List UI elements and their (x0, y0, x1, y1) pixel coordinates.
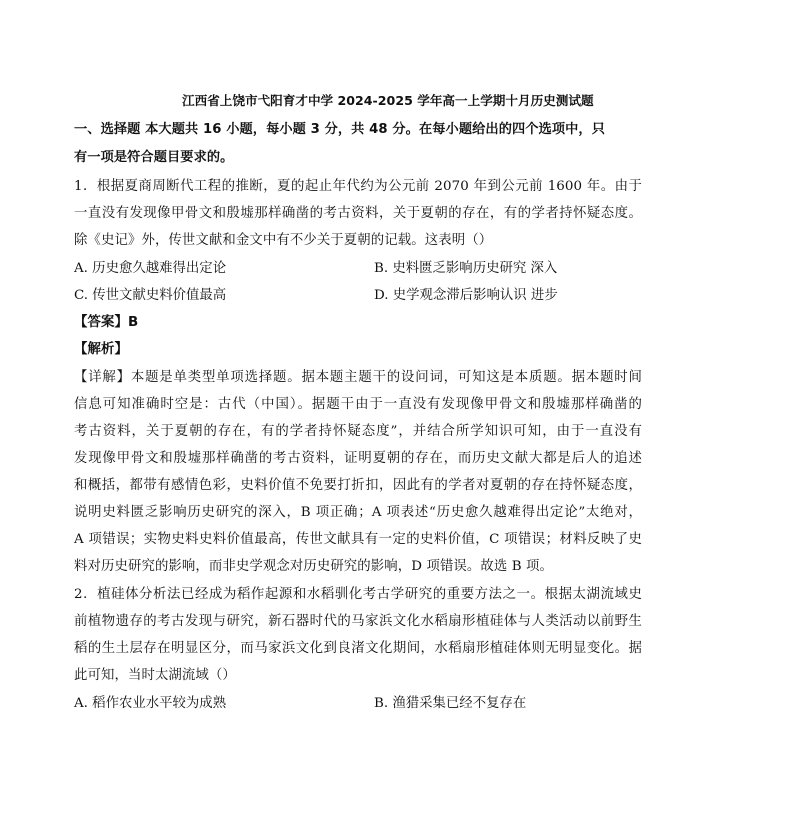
q1-detail-line-3: 考古资料，关于夏朝的存在，有的学者持怀疑态度”，并结合所学知识可知，由于一直没有 (74, 424, 642, 439)
q1-detail-line-1: 【详解】本题是单类型单项选择题。据本题主题干的设问词，可知这是本质题。据本题时间 (74, 370, 642, 385)
q1-detail-line-4: 发现像甲骨文和殷墟那样确凿的考古资料，证明夏朝的存在，而历史文献大都是后人的追述 (74, 451, 642, 466)
q1-detail-line-6: 说明史料匮乏影响历史研究的深入，B 项正确；A 项表述“历史愈久越难得出定论”太绝对， (74, 505, 642, 520)
q2-stem-line-1: 2．植硅体分析法已经成为稻作起源和水稻驯化考古学研究的重要方法之一。根据太湖流域史 (74, 587, 642, 602)
q2-option-a: A. 稻作农业水平较为成熟 (74, 696, 227, 711)
q2-stem-line-2: 前植物遗存的考古发现与研究，新石器时代的马家浜文化水稻扇形植硅体与人类活动以前野生 (74, 614, 642, 629)
q1-option-b: B. 史料匮乏影响历史研究 深入 (374, 261, 558, 276)
q1-stem-line-3: 除《史记》外，传世文献和金文中有不少关于夏朝的记载。这表明（） (74, 233, 493, 248)
q1-stem-line-1: 1．根据夏商周断代工程的推断，夏的起止年代约为公元前 2070 年到公元前 1600 年。由于 (74, 179, 642, 194)
q1-stem-line-2: 一直没有发现像甲骨文和殷墟那样确凿的考古资料，关于夏朝的存在，有的学者持怀疑态度。 (74, 206, 642, 221)
q2-option-b: B. 渔猎采集已经不复存在 (374, 696, 527, 711)
q1-analysis-label: 【解析】 (74, 342, 128, 357)
q2-stem-line-3: 稻的生土层存在明显区分，而马家浜文化到良渚文化期间，水稻扇形植硅体则无明显变化。据 (74, 641, 642, 656)
q1-answer: 【答案】B (74, 315, 139, 330)
q1-detail-line-8: 料对历史研究的影响，而非史学观念对历史研究的影响，D 项错误。故选 B 项。 (74, 559, 554, 574)
q1-option-a: A. 历史愈久越难得出定论 (74, 261, 227, 276)
document-title: 江西省上饶市弋阳育才中学 2024-2025 学年高一上学期十月历史测试题 (182, 93, 594, 108)
q2-stem-line-4: 此可知，当时太湖流域（） (74, 668, 236, 683)
q1-detail-line-5: 和概括，都带有感情色彩，史料价值不免要打折扣，因此有的学者对夏朝的存在持怀疑态度， (74, 478, 642, 493)
section-heading-line-2: 有一项是符合题目要求的。 (74, 150, 234, 165)
q1-option-d: D. 史学观念滞后影响认识 进步 (374, 288, 558, 303)
q1-option-c: C. 传世文献史料价值最高 (74, 288, 227, 303)
q1-detail-line-7: A 项错误；实物史料史料价值最高，传世文献具有一定的史料价值，C 项错误；材料反映了史 (74, 532, 642, 547)
q1-detail-line-2: 信息可知准确时空是：古代（中国）。据题干由于一直没有发现像甲骨文和殷墟那样确凿的 (74, 397, 642, 412)
section-heading-line-1: 一、选择题 本大题共 16 小题，每小题 3 分，共 48 分。在每小题给出的四个选项中，只 (74, 122, 605, 137)
